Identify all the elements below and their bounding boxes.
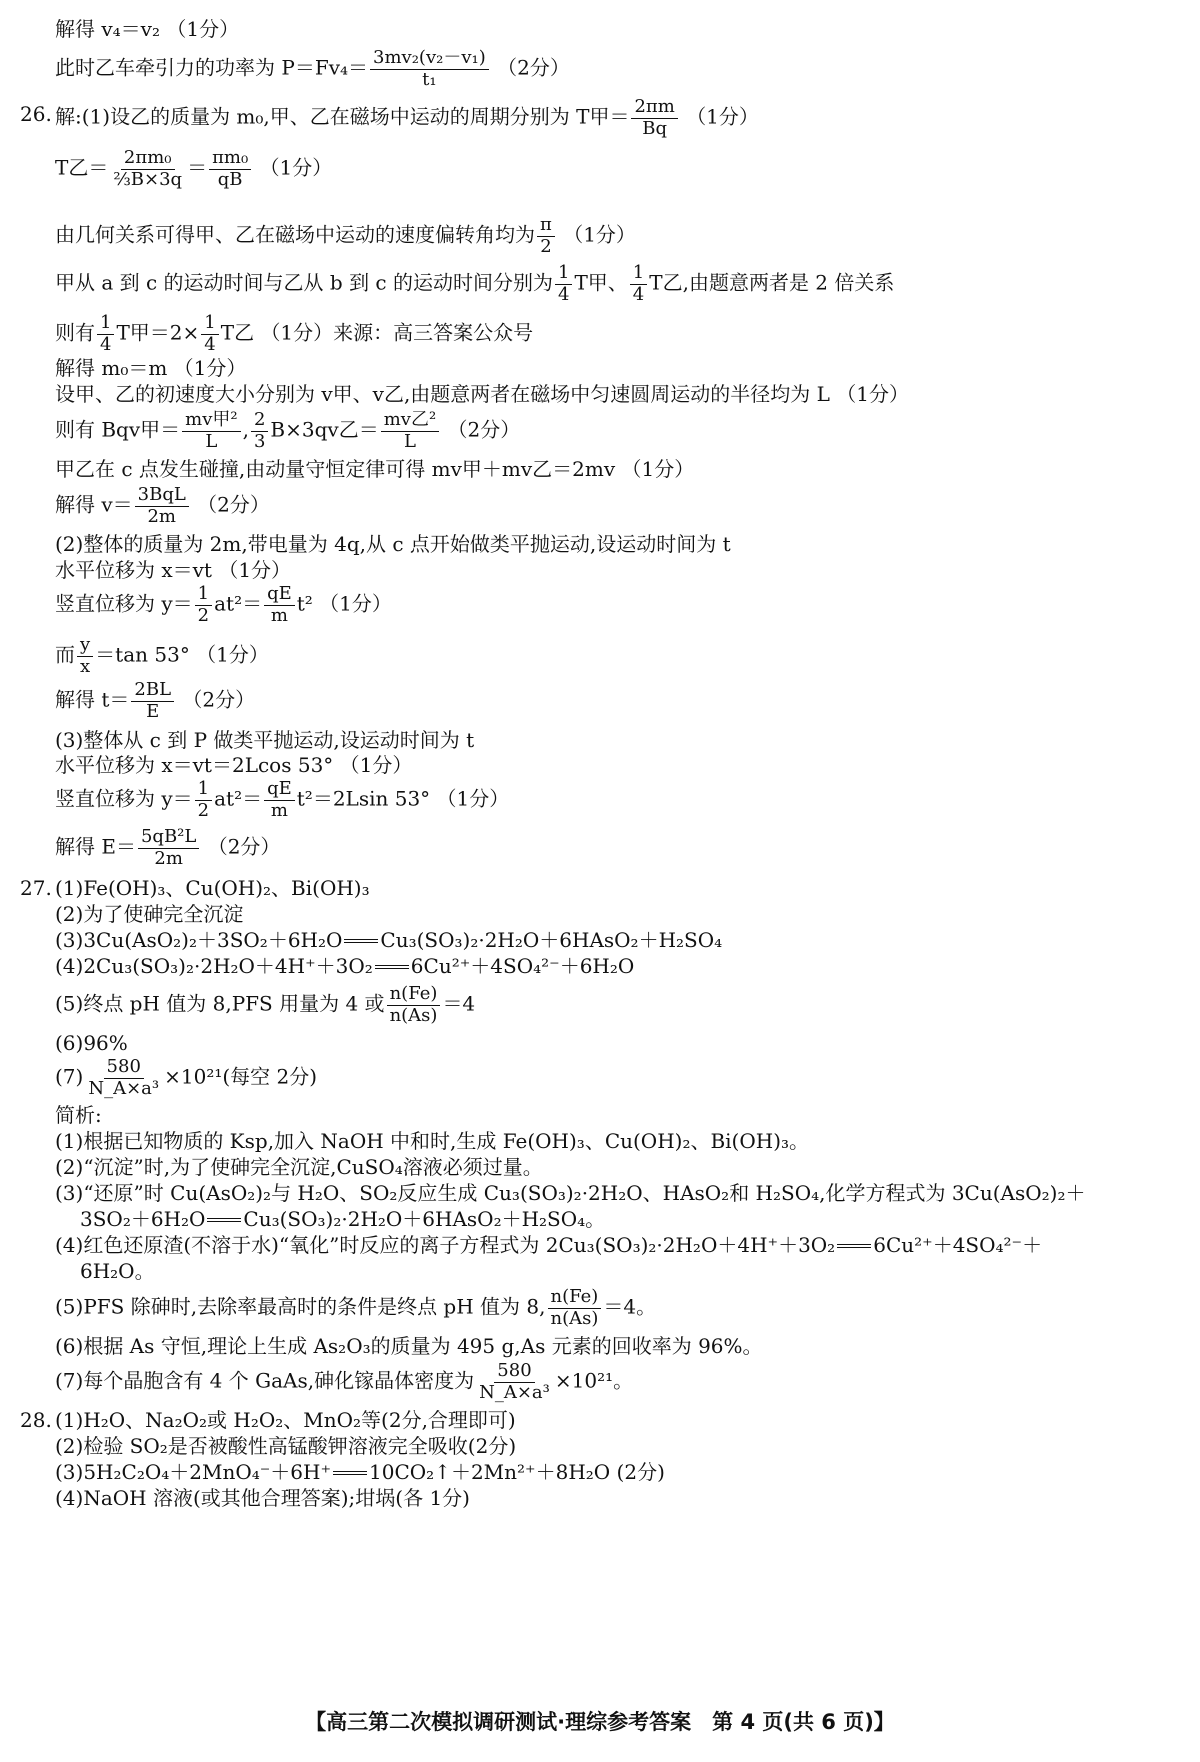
text-line: 解得 v＝ $\frac{\text{3BqL}}{2m}$ （2分） [55, 484, 270, 527]
fraction: $\frac{\text{mv甲²}}{L}$ [182, 410, 240, 452]
fraction: $\frac{2BL}{E}$ [131, 680, 174, 722]
text-line: 水平位移为 x＝vt＝2Lcos 53° （1分） [55, 753, 413, 777]
text-line: (6)根据 As 守恒,理论上生成 As₂O₃的质量为 495 g,As 元素的回收率为 96%。 [55, 1334, 763, 1358]
text-line: (3)3Cu(AsO₂)₂＋3SO₂＋6H₂O Cu₃(SO₃)₂·2H₂O＋6HAsO₂＋H₂SO₄ [55, 928, 723, 952]
fraction: $\frac{1}{4}$ [201, 313, 218, 355]
fraction: $\frac{2}{3}$ [251, 410, 268, 452]
fraction: $\frac{2\pi m}{Bq}$ [631, 97, 677, 139]
fraction: $\frac{1}{2}$ [195, 584, 212, 626]
fraction: $\frac{n(Fe)}{n(As)}$ [387, 984, 441, 1026]
fraction: $\frac{\text{5qB²L}}{2m}$ [138, 827, 199, 869]
text-line: 竖直位移为 y＝ $\frac{1}{2}$ at²＝ $\frac{qE}{m}$ t² （1分） [55, 583, 392, 626]
fraction: $\frac{1}{2}$ [195, 779, 212, 821]
text-line: (2)“沉淀”时,为了使砷完全沉淀,CuSO₄溶液必须过量。 [55, 1155, 543, 1179]
text-line: (3)5H₂C₂O₄＋2MnO₄⁻＋6H⁺ 10CO₂↑＋2Mn²⁺＋8H₂O (2分) [55, 1460, 665, 1484]
text-line: 解得 E＝ $\frac{\text{5qB²L}}{2m}$ （2分） [55, 826, 281, 869]
text-line: (2)检验 SO₂是否被酸性高锰酸钾溶液完全吸收(2分) [55, 1434, 517, 1458]
fraction: $\frac{1}{4}$ [97, 313, 114, 355]
fraction: $\frac{qE}{m}$ [264, 779, 295, 821]
text-line: 解得 m₀＝m （1分） [55, 356, 247, 380]
fraction: $\frac{580}{\text{N\_A×a³}}$ [88, 1056, 160, 1099]
text-line: 解:(1)设乙的质量为 m₀,甲、乙在磁场中运动的周期分别为 T甲＝ $\frac{2\pi m}{Bq}$ （1分） [55, 96, 759, 139]
text-line: 解得 t＝ $\frac{2BL}{E}$ （2分） [55, 679, 256, 722]
text-line: (1)Fe(OH)₃、Cu(OH)₂、Bi(OH)₃ [55, 876, 370, 900]
text-line: (3)“还原”时 Cu(AsO₂)₂与 H₂O、SO₂反应生成 Cu₃(SO₃)₂·2H₂O、HAsO₂和 H₂SO₄,化学方程式为 3Cu(AsO₂)₂＋ [55, 1181, 1086, 1205]
fraction: $\frac{1}{4}$ [555, 263, 572, 305]
fraction: $\frac{\text{3mv₂(v₂－v₁)}}{\text{t₁}}$ [370, 48, 489, 90]
text-line: 此时乙车牵引力的功率为 P＝Fv₄＝ $\frac{\text{3mv₂(v₂－v₁)}}{\text{t₁}}$ （2分） [55, 47, 570, 90]
text-line: 简析: [55, 1103, 102, 1127]
text-line: 由几何关系可得甲、乙在磁场中运动的速度偏转角均为 $\frac{\pi}{2}$ （1分） [55, 214, 636, 257]
page-footer: 【高三第二次模拟调研测试·理综参考答案 第 4 页(共 6 页)】 [305, 1710, 895, 1734]
text-line: 竖直位移为 y＝ $\frac{1}{2}$ at²＝ $\frac{qE}{m}$ t²＝2Lsin 53° （1分） [55, 778, 510, 821]
fraction: $\frac{\text{πm₀}}{qB}$ [209, 148, 251, 190]
fraction: $\frac{1}{4}$ [630, 263, 647, 305]
question-number: 28. [20, 1408, 52, 1432]
text-line: (3)整体从 c 到 P 做类平抛运动,设运动时间为 t [55, 728, 475, 752]
text-line: 甲乙在 c 点发生碰撞,由动量守恒定律可得 mv甲＋mv乙＝2mv （1分） [55, 457, 695, 481]
text-line: (7) $\frac{580}{\text{N\_A×a³}}$ ×10²¹(每空 2分) [55, 1056, 318, 1099]
fraction: $\frac{n(Fe)}{n(As)}$ [547, 1287, 601, 1329]
text-line: 则有 $\frac{1}{4}$ T甲＝2× $\frac{1}{4}$ T乙 （1分）来源：高三答案公众号 [55, 312, 534, 355]
text-line: (4)NaOH 溶液(或其他合理答案);坩埚(各 1分) [55, 1486, 470, 1510]
fraction: $\frac{\text{2πm₀}}{\text{⅔B×3q}}$ [113, 147, 183, 190]
fraction: $\frac{qE}{m}$ [264, 584, 295, 626]
fraction: $\frac{\pi}{2}$ [537, 215, 555, 257]
text-line: 甲从 a 到 c 的运动时间与乙从 b 到 c 的运动时间分别为 $\frac{1}{4}$ T甲、 $\frac{1}{4}$ T乙,由题意两者是 2 倍关系 [55, 262, 895, 305]
equals-bar [837, 1244, 871, 1250]
fraction: $\frac{580}{\text{N\_A×a³}}$ [479, 1360, 550, 1403]
text-line: (7)每个晶胞含有 4 个 GaAs,砷化镓晶体密度为 $\frac{580}{\text{N\_A×a³}}$ ×10²¹。 [55, 1360, 634, 1403]
question-number: 27. [20, 876, 52, 900]
text-line: (2)为了使砷完全沉淀 [55, 902, 244, 926]
text-line: (1)根据已知物质的 Ksp,加入 NaOH 中和时,生成 Fe(OH)₃、Cu(OH)₂、Bi(OH)₃。 [55, 1129, 810, 1153]
text-line: T乙＝ $\frac{\text{2πm₀}}{\text{⅔B×3q}}$ ＝ $\frac{\text{πm₀}}{qB}$ （1分） [55, 147, 333, 190]
equals-bar [344, 939, 378, 945]
text-line: (5)终点 pH 值为 8,PFS 用量为 4 或 $\frac{n(Fe)}{n(As)}$ ＝4 [55, 983, 476, 1026]
text-line: (2)整体的质量为 2m,带电量为 4q,从 c 点开始做类平抛运动,设运动时间为 t [55, 532, 731, 556]
text-line: 解得 v₄＝v₂ （1分） [55, 17, 240, 41]
text-line: 则有 Bqv甲＝ $\frac{\text{mv甲²}}{L}$ , $\frac{2}{3}$ B×3qv乙＝ $\frac{\text{mv乙²}}{L}$ （2分） [55, 409, 521, 452]
question-number: 26. [20, 102, 52, 126]
text-line: (4)2Cu₃(SO₃)₂·2H₂O＋4H⁺＋3O₂ 6Cu²⁺＋4SO₄²⁻＋6H₂O [55, 954, 635, 978]
text-line: (5)PFS 除砷时,去除率最高时的条件是终点 pH 值为 8, $\frac{n(Fe)}{n(As)}$ ＝4。 [55, 1286, 657, 1329]
fraction: $\frac{\text{mv乙²}}{L}$ [381, 410, 439, 452]
fraction: $\frac{\text{3BqL}}{2m}$ [135, 485, 189, 527]
equals-bar [207, 1218, 241, 1224]
fraction: $\frac{y}{x}$ [77, 635, 93, 677]
text-line: 而 $\frac{y}{x}$ ＝tan 53° （1分） [55, 634, 269, 677]
text-line: 设甲、乙的初速度大小分别为 v甲、v乙,由题意两者在磁场中匀速圆周运动的半径均为 L （1分） [55, 382, 910, 406]
equals-bar [333, 1471, 367, 1477]
text-line: 3SO₂＋6H₂O Cu₃(SO₃)₂·2H₂O＋6HAsO₂＋H₂SO₄。 [80, 1207, 606, 1231]
text-line: (4)红色还原渣(不溶于水)“氧化”时反应的离子方程式为 2Cu₃(SO₃)₂·2H₂O＋4H⁺＋3O₂ 6Cu²⁺＋4SO₄²⁻＋ [55, 1233, 1043, 1257]
equals-bar [375, 965, 409, 971]
text-line: 6H₂O。 [80, 1259, 155, 1283]
text-line: (1)H₂O、Na₂O₂或 H₂O₂、MnO₂等(2分,合理即可) [55, 1408, 516, 1432]
text-line: (6)96% [55, 1031, 128, 1055]
text-line: 水平位移为 x＝vt （1分） [55, 558, 292, 582]
